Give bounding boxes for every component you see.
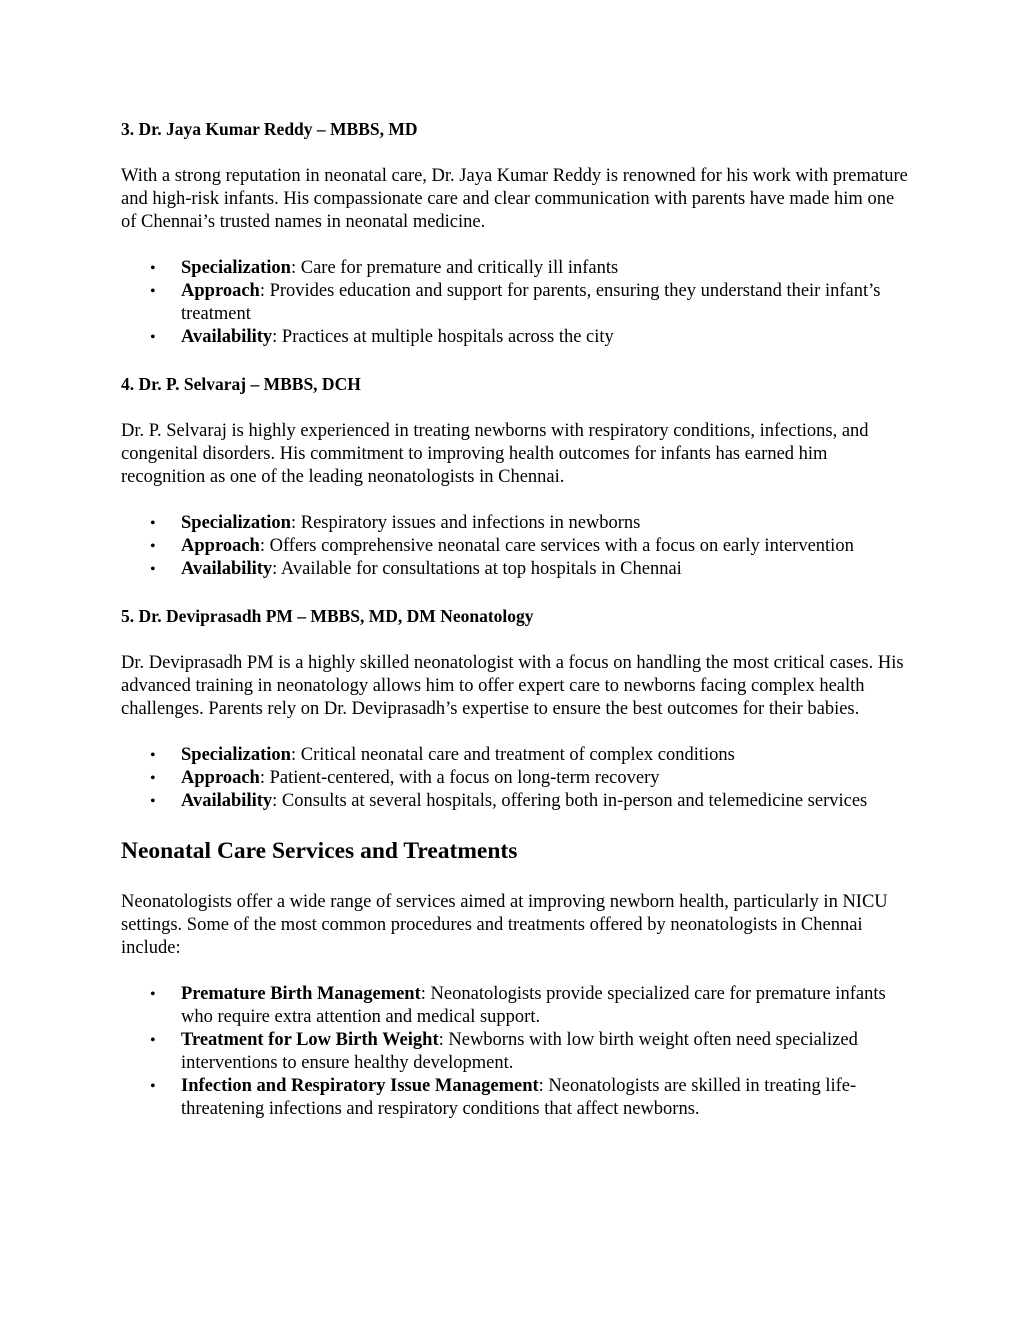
list-item (150, 257, 911, 280)
detail-text: : Critical neonatal care and treatment of complex conditions (290, 745, 735, 765)
service-term: Premature Birth Management (181, 984, 421, 1004)
bullet-icon: • (150, 515, 156, 532)
detail-text: : Patient-centered, with a focus on long-term recovery (259, 768, 660, 788)
service-text: : Newborns with low birth weight often need specialized interventions to ensure healthy development. (181, 1030, 858, 1073)
detail-text: : Offers comprehensive neonatal care services with a focus on early intervention (259, 536, 854, 556)
document-page (121, 118, 911, 1121)
doctor-description: Dr. Deviprasadh PM is a highly skilled neonatologist with a focus on handling the most critical cases. His advanced training in neonatology allows him to offer expert care to newborns facing complex health challenges. Parents rely on Dr. Deviprasadh’s expertise to ensure the best outcomes for their babies. (121, 653, 904, 719)
detail-term: Specialization (181, 745, 291, 765)
bullet-icon: • (150, 1078, 156, 1095)
list-item (150, 558, 911, 581)
list-item (150, 326, 911, 349)
detail-term: Availability (181, 791, 273, 811)
bullet-icon: • (150, 538, 156, 555)
list-item (150, 512, 911, 535)
bullet-icon: • (150, 770, 156, 787)
detail-term: Approach (181, 536, 260, 556)
bullet-icon: • (150, 561, 156, 578)
list-item (150, 535, 911, 558)
service-text: : Neonatologists provide specialized care for premature infants who require extra attention and medical support. (181, 984, 886, 1027)
detail-term: Availability (181, 327, 273, 347)
detail-text: : Provides education and support for parents, ensuring they understand their infant’s treatment (181, 281, 881, 324)
detail-term: Approach (181, 281, 260, 301)
bullet-icon: • (150, 793, 156, 810)
service-text: : Neonatologists are skilled in treating life-threatening infections and respiratory conditions that affect newborns. (181, 1076, 857, 1119)
detail-text: : Care for premature and critically ill infants (290, 258, 619, 278)
section-intro: Neonatologists offer a wide range of services aimed at improving newborn health, particularly in NICU settings. Some of the most common procedures and treatments offered by neonatologists in Chennai include: (121, 892, 888, 958)
service-term: Infection and Respiratory Issue Management (181, 1076, 539, 1096)
bullet-icon: • (150, 283, 156, 300)
list-item (150, 1075, 911, 1121)
list-item (150, 767, 911, 790)
list-item (150, 983, 911, 1029)
section-heading: Neonatal Care Services and Treatments (121, 838, 518, 864)
bullet-icon: • (150, 329, 156, 346)
doctor-description: Dr. P. Selvaraj is highly experienced in treating newborns with respiratory conditions, infections, and congenital disorders. His commitment to improving health outcomes for infants has earned him recognition as one of the leading neonatologists in Chennai. (121, 421, 869, 487)
bullet-icon: • (150, 986, 156, 1003)
doctor-details-list (121, 257, 911, 349)
detail-text: : Respiratory issues and infections in newborns (290, 513, 641, 533)
bullet-icon: • (150, 1032, 156, 1049)
detail-text: : Available for consultations at top hospitals in Chennai (272, 559, 682, 579)
doctor-details-list (121, 512, 911, 581)
detail-text: : Practices at multiple hospitals across the city (272, 327, 614, 347)
list-item (150, 790, 911, 813)
detail-term: Specialization (181, 258, 291, 278)
detail-term: Specialization (181, 513, 291, 533)
bullet-icon: • (150, 260, 156, 277)
doctor-heading: 3. Dr. Jaya Kumar Reddy – MBBS, MD (121, 119, 418, 139)
bullet-icon: • (150, 747, 156, 764)
list-item (150, 1029, 911, 1075)
list-item (150, 744, 911, 767)
detail-term: Availability (181, 559, 273, 579)
doctor-details-list (121, 744, 911, 813)
detail-term: Approach (181, 768, 260, 788)
service-term: Treatment for Low Birth Weight (181, 1030, 439, 1050)
doctor-heading: 4. Dr. P. Selvaraj – MBBS, DCH (121, 374, 361, 394)
services-list (121, 983, 911, 1121)
doctor-heading: 5. Dr. Deviprasadh PM – MBBS, MD, DM Neonatology (121, 606, 534, 626)
detail-text: : Consults at several hospitals, offering both in-person and telemedicine services (272, 791, 868, 811)
list-item (150, 280, 911, 326)
doctor-description: With a strong reputation in neonatal care, Dr. Jaya Kumar Reddy is renowned for his work with premature and high-risk infants. His compassionate care and clear communication with parents have made him one of Chennai’s trusted names in neonatal medicine. (121, 166, 908, 232)
